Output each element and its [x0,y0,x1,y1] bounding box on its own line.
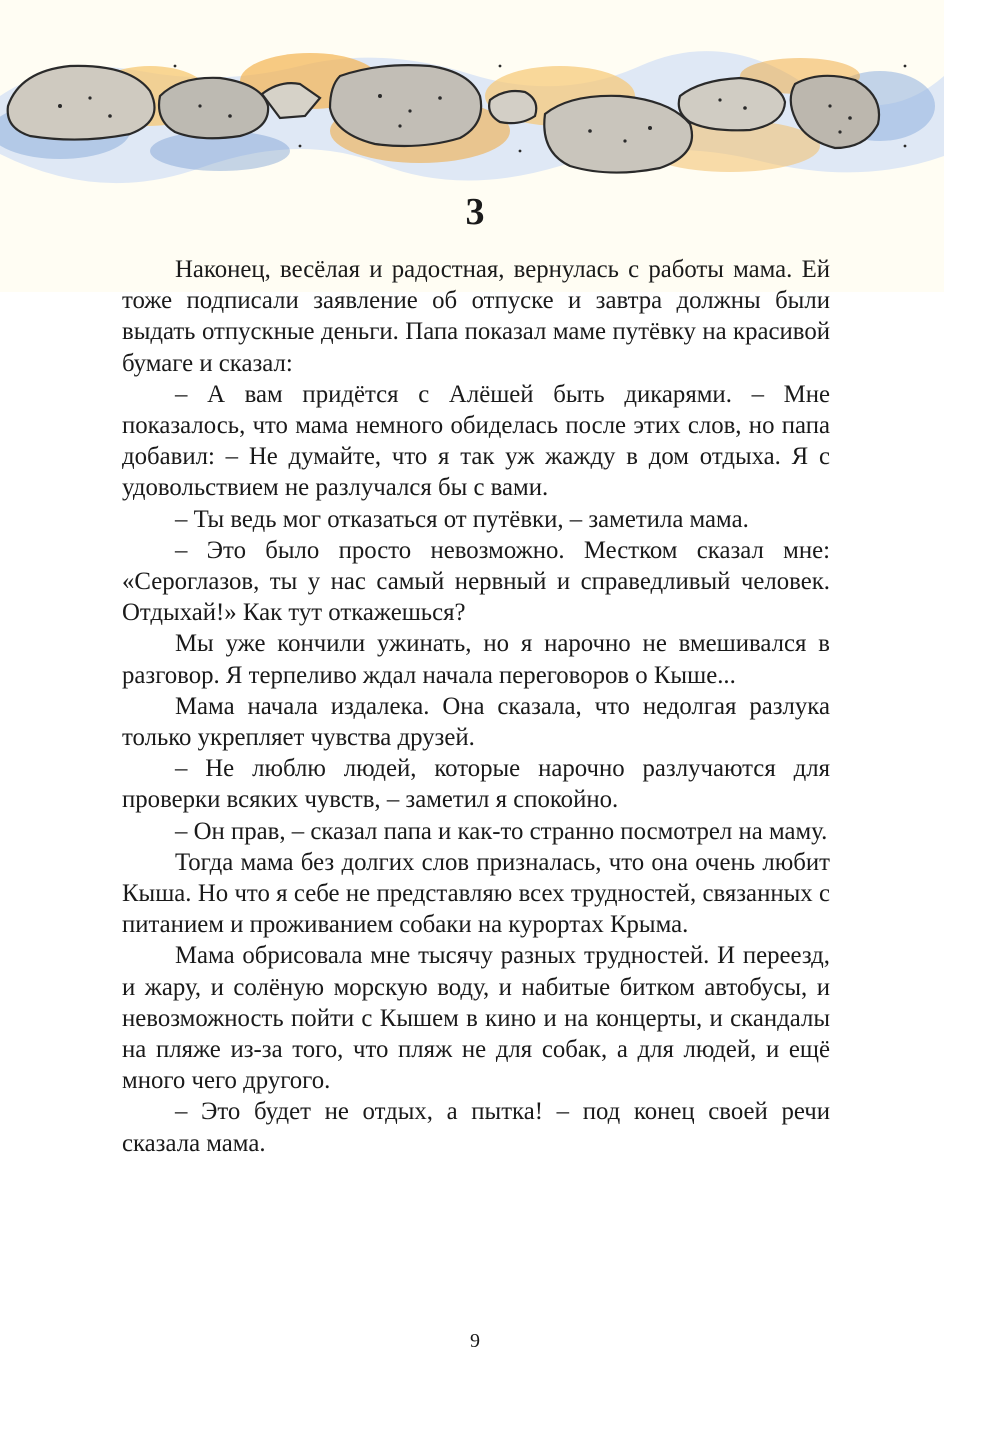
paragraph: Тогда мама без долгих слов призналась, что она очень любит Кыша. Но что я себе не представляю всех трудностей, связанных с питанием и проживанием собаки на курортах Крыма. [122,848,830,939]
paragraph: – Это было просто невозможно. Местком сказал мне: «Сероглазов, ты у нас самый нервный и справедливый человек. Отдыхай!» Как тут откажешься? [122,536,830,627]
paragraph: – Это будет не отдых, а пытка! – под конец своей речи сказала мама. [122,1098,830,1157]
stones-banner-illustration [0,36,944,186]
paragraph: Мы уже кончили ужинать, но я нарочно не вмешивался в разговор. Я терпеливо ждал начала переговоров о Кыше... [122,630,830,689]
paragraph: – Не люблю людей, которые нарочно разлучаются для проверки всяких чувств, – заметил я спокойно. [122,755,830,814]
paragraph: – А вам придётся с Алёшей быть дикарями. – Мне показалось, что мама немного обиделась после этих слов, но папа добавил: – Не думайте, что я так уж жажду в дом отдыха. Я с удовольствием не разлучался бы с вами. [122,380,830,502]
paragraph: – Он прав, – сказал папа и как-то странно посмотрел на маму. [175,817,828,845]
paragraph: Наконец, весёлая и радостная, вернулась с работы мама. Ей тоже подписали заявление об отпуске и завтра должны были выдать отпускные деньги. Папа показал маме путёвку на красивой бумаге и сказал: [122,256,830,377]
page-number: 9 [470,1330,480,1352]
paragraph: Мама обрисовала мне тысячу разных трудностей. И переезд, и жару, и солёную морскую воду, и набитые битком автобусы, и невозможность пойти с Кышем в кино и на концерты, и скандалы на пляже из-за того, что пляж не для собак, а для людей, и ещё много чего другого. [122,942,830,1095]
paragraph: – Ты ведь мог отказаться от путёвки, – заметила мама. [175,505,749,533]
paragraph: Мама начала издалека. Она сказала, что недолгая разлука только укрепляет чувства друзей. [122,692,830,752]
body-text [122,254,830,1159]
chapter-number: 3 [465,191,485,233]
